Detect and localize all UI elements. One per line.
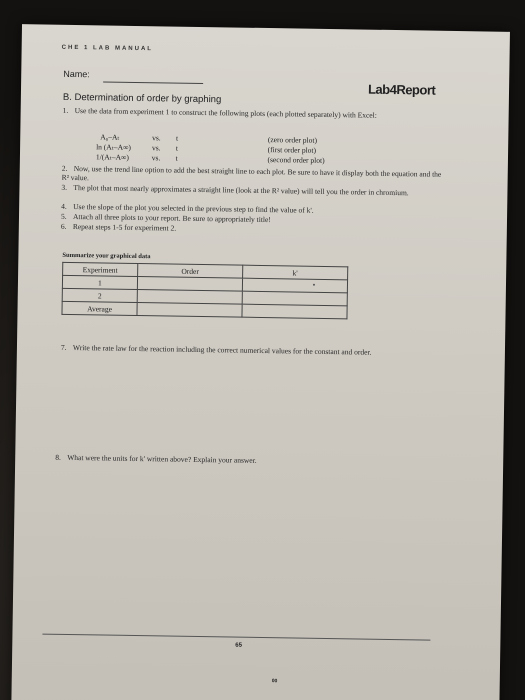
cell-experiment: 1 — [62, 275, 137, 289]
header-order: Order — [138, 264, 243, 279]
lab-manual-page — [11, 24, 510, 700]
cell-experiment: 2 — [62, 288, 137, 302]
question-7: 7. Write the rate law for the reaction including the correct numerical values for the constant and order. — [60, 342, 372, 357]
header-k-prime: k' — [243, 265, 348, 280]
page-number-bleed: 00 — [271, 678, 278, 685]
name-label: Name: — [63, 68, 90, 80]
cell-k-prime — [242, 304, 347, 319]
summary-table — [61, 262, 348, 319]
header-experiment: Experiment — [63, 262, 138, 276]
name-blank-line — [103, 81, 203, 84]
summary-table-title: Summarize your graphical data — [62, 251, 151, 261]
step-3: 3. The plot that most nearly approximates a straight line (look at the R² value) will tell you the order in chromium. — [61, 182, 409, 198]
step-1: 1. Use the data from experiment 1 to construct the following plots (each plotted separately) with Excel: — [62, 105, 377, 120]
plot-row-first-order: ln (Aₜ–A∞) vs. t (first order plot) — [96, 142, 317, 155]
cell-experiment: Average — [62, 301, 137, 315]
step-5: 5. Attach all three plots to your report. Be sure to appropriately title! — [60, 211, 271, 225]
question-8: 8. What were the units for k' written above? Explain your answer. — [55, 452, 257, 465]
plot-row-second-order: 1/(Aₜ–A∞) vs. t (second order plot) — [95, 152, 325, 165]
pencil-mark — [313, 284, 315, 286]
page-number: 65 — [235, 642, 243, 649]
step-4: 4. Use the slope of the plot you selected in the previous step to find the value of k'. — [61, 201, 314, 215]
lab-report-title: Lab4Report — [367, 81, 436, 98]
manual-header: CHE 1 LAB MANUAL — [61, 44, 154, 53]
cell-order — [137, 303, 242, 318]
step-2: 2. Now, use the trend line option to add the best straight line to each plot. Be sure to have it display both the equation and the R² value. — [61, 163, 442, 183]
section-title: B. Determination of order by graphing — [62, 91, 222, 106]
footer-rule — [42, 634, 430, 641]
plot-row-zero-order: A₀–Aₜ vs. t (zero order plot) — [100, 132, 318, 145]
step-6: 6. Repeat steps 1-5 for experiment 2. — [60, 221, 177, 233]
